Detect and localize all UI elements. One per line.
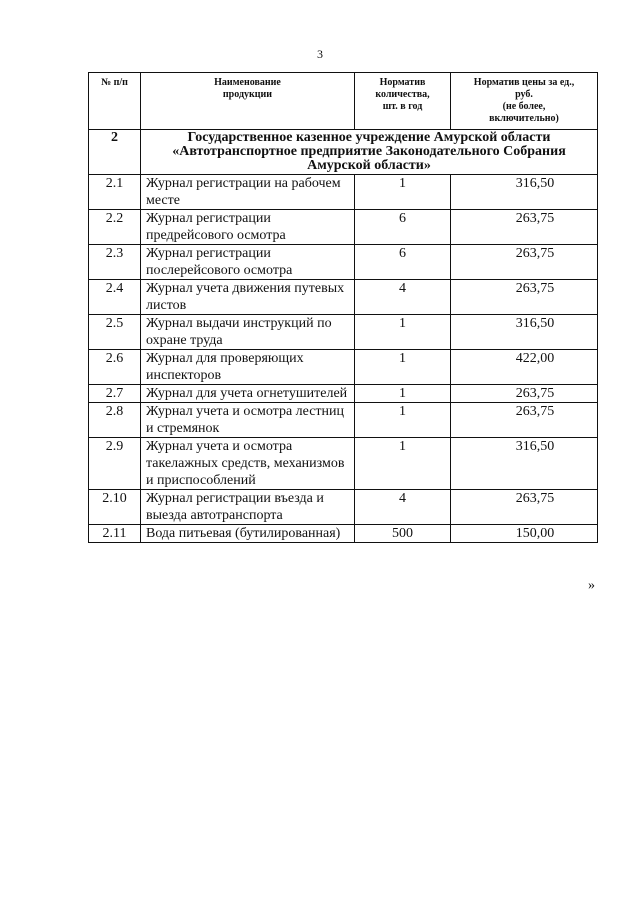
row-num: 2.6 bbox=[89, 350, 141, 385]
row-num: 2.9 bbox=[89, 438, 141, 490]
row-price: 316,50 bbox=[451, 438, 598, 490]
row-qty: 1 bbox=[355, 175, 451, 210]
header-qty: Норматив количества, шт. в год bbox=[355, 73, 451, 130]
row-num: 2.11 bbox=[89, 525, 141, 543]
table-row bbox=[89, 175, 598, 210]
row-qty: 1 bbox=[355, 403, 451, 438]
row-name: Журнал учета и осмотра лестниц и стремянок bbox=[141, 403, 355, 438]
row-num: 2.10 bbox=[89, 490, 141, 525]
table-row bbox=[89, 403, 598, 438]
section-title: Государственное казенное учреждение Амурской области «Автотранспортное предприятие Законодательного Собрания Амурской области» bbox=[141, 130, 598, 175]
row-name: Журнал регистрации на рабочем месте bbox=[141, 175, 355, 210]
table-row bbox=[89, 385, 598, 403]
row-qty: 1 bbox=[355, 438, 451, 490]
norms-table bbox=[88, 72, 598, 543]
table-row bbox=[89, 245, 598, 280]
row-qty: 1 bbox=[355, 385, 451, 403]
row-name: Вода питьевая (бутилированная) bbox=[141, 525, 355, 543]
table-row bbox=[89, 350, 598, 385]
row-num: 2.8 bbox=[89, 403, 141, 438]
row-name: Журнал для проверяющих инспекторов bbox=[141, 350, 355, 385]
row-qty: 4 bbox=[355, 280, 451, 315]
row-qty: 6 bbox=[355, 245, 451, 280]
row-price: 263,75 bbox=[451, 385, 598, 403]
table-header-row bbox=[89, 73, 598, 130]
closing-quote: » bbox=[588, 578, 595, 593]
row-price: 263,75 bbox=[451, 280, 598, 315]
row-price: 316,50 bbox=[451, 315, 598, 350]
section-row bbox=[89, 130, 598, 175]
row-qty: 4 bbox=[355, 490, 451, 525]
table-row bbox=[89, 438, 598, 490]
table-row bbox=[89, 315, 598, 350]
row-name: Журнал регистрации предрейсового осмотра bbox=[141, 210, 355, 245]
row-qty: 1 bbox=[355, 315, 451, 350]
row-num: 2.4 bbox=[89, 280, 141, 315]
table-row bbox=[89, 490, 598, 525]
row-num: 2.3 bbox=[89, 245, 141, 280]
header-num: № п/п bbox=[89, 73, 141, 130]
row-price: 316,50 bbox=[451, 175, 598, 210]
header-price: Норматив цены за ед., руб. (не более, включительно) bbox=[451, 73, 598, 130]
row-qty: 1 bbox=[355, 350, 451, 385]
page-number: 3 bbox=[317, 47, 323, 61]
row-price: 263,75 bbox=[451, 210, 598, 245]
row-num: 2.5 bbox=[89, 315, 141, 350]
row-name: Журнал учета и осмотра такелажных средств, механизмов и приспособлений bbox=[141, 438, 355, 490]
section-num: 2 bbox=[89, 130, 141, 175]
row-qty: 6 bbox=[355, 210, 451, 245]
table-row bbox=[89, 280, 598, 315]
row-price: 263,75 bbox=[451, 490, 598, 525]
row-num: 2.1 bbox=[89, 175, 141, 210]
row-name: Журнал регистрации въезда и выезда автотранспорта bbox=[141, 490, 355, 525]
header-name: Наименование продукции bbox=[141, 73, 355, 130]
table-row bbox=[89, 525, 598, 543]
row-price: 263,75 bbox=[451, 245, 598, 280]
row-qty: 500 bbox=[355, 525, 451, 543]
row-num: 2.7 bbox=[89, 385, 141, 403]
row-price: 150,00 bbox=[451, 525, 598, 543]
row-name: Журнал выдачи инструкций по охране труда bbox=[141, 315, 355, 350]
row-price: 263,75 bbox=[451, 403, 598, 438]
row-name: Журнал регистрации послерейсового осмотра bbox=[141, 245, 355, 280]
row-name: Журнал для учета огнетушителей bbox=[141, 385, 355, 403]
table-row bbox=[89, 210, 598, 245]
row-num: 2.2 bbox=[89, 210, 141, 245]
row-price: 422,00 bbox=[451, 350, 598, 385]
row-name: Журнал учета движения путевых листов bbox=[141, 280, 355, 315]
